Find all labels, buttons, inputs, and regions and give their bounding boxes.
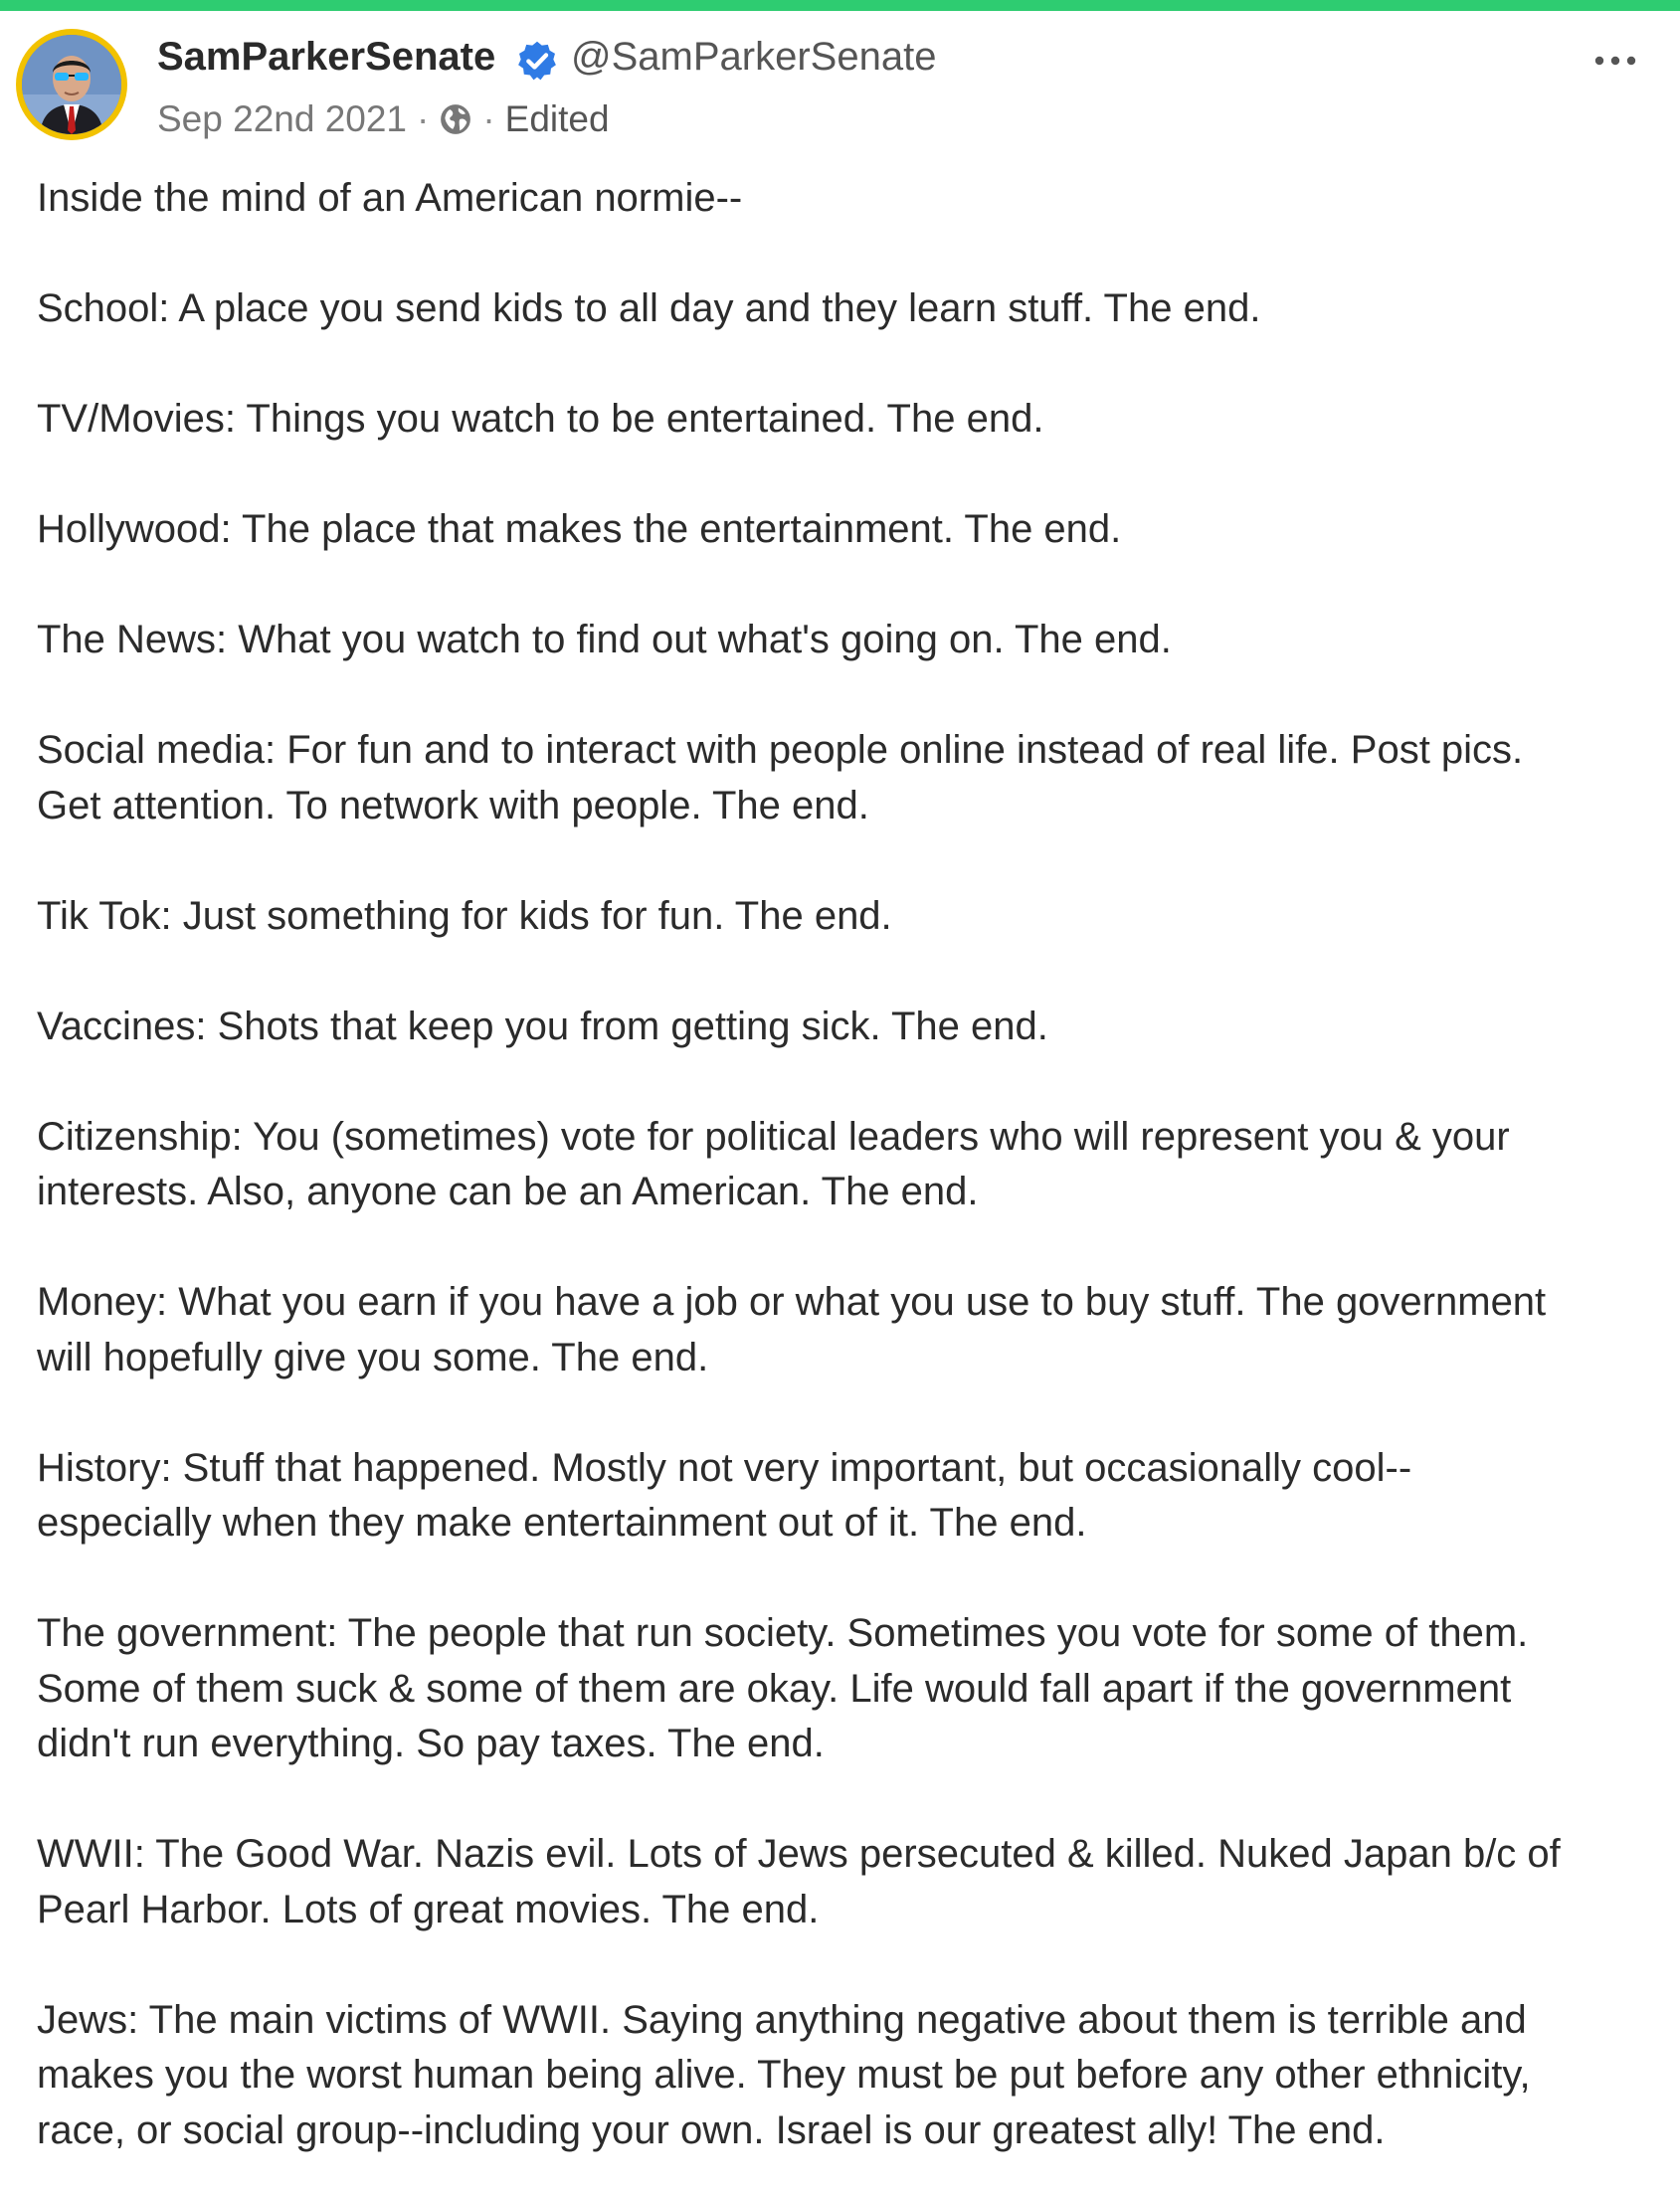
more-options-icon[interactable]: [1591, 51, 1639, 71]
display-name[interactable]: SamParkerSenate: [157, 35, 496, 79]
post-meta: [157, 96, 610, 142]
meta-separator-2: ·: [482, 98, 495, 139]
post-paragraph: The government: The people that run society. Sometimes you vote for some of them. Some of them suck & some of them are okay. Life would fall apart if the government didn't run everything. So pay taxes. The end.: [37, 1611, 1529, 1765]
post-date[interactable]: Sep 22nd 2021: [157, 98, 408, 139]
post-paragraph: Citizenship: You (sometimes) vote for political leaders who will represent you & your interests. Also, anyone can be an American. The end.: [37, 1114, 1510, 1213]
avatar[interactable]: [16, 29, 127, 140]
post-paragraph: Vaccines: Shots that keep you from getting sick. The end.: [37, 1004, 1048, 1048]
post-paragraph: Money: What you earn if you have a job or what you use to buy stuff. The government will hopefully give you some. The end.: [37, 1280, 1547, 1379]
post-paragraph: History: Stuff that happened. Mostly not very important, but occasionally cool-- especially when they make entertainment out of it. The end.: [37, 1445, 1412, 1545]
user-handle[interactable]: @SamParkerSenate: [571, 35, 937, 79]
accent-top-bar: [0, 0, 1680, 11]
post-paragraph: TV/Movies: Things you watch to be entertained. The end.: [37, 397, 1044, 441]
post-paragraph: Inside the mind of an American normie--: [37, 176, 743, 220]
post-paragraph: The News: What you watch to find out what's going on. The end.: [37, 618, 1172, 661]
post-paragraph: School: A place you send kids to all day and they learn stuff. The end.: [37, 286, 1261, 330]
edited-label[interactable]: Edited: [504, 98, 610, 139]
avatar-photo: [22, 35, 121, 134]
post-paragraph: Hollywood: The place that makes the entertainment. The end.: [37, 507, 1122, 551]
post-body: [37, 171, 1648, 2158]
meta-separator: ·: [417, 98, 430, 139]
post-paragraph: Jews: The main victims of WWII. Saying anything negative about them is terrible and makes you the worst human being alive. They must be put before any other ethnicity, race, or social group--including your own. Israel is our greatest ally! The end.: [37, 1997, 1531, 2152]
post-paragraph: WWII: The Good War. Nazis evil. Lots of Jews persecuted & killed. Nuked Japan b/c of Pearl Harbor. Lots of great movies. The end.: [37, 1832, 1561, 1931]
post-paragraph: Tik Tok: Just something for kids for fun. The end.: [37, 893, 892, 938]
avatar-portrait-icon: [22, 35, 121, 134]
globe-icon: [439, 102, 472, 136]
post-paragraph: Social media: For fun and to interact with people online instead of real life. Post pics. Get attention. To network with people. The end.: [37, 728, 1524, 827]
post-header: [0, 11, 1680, 160]
verified-badge-icon: [515, 39, 559, 83]
